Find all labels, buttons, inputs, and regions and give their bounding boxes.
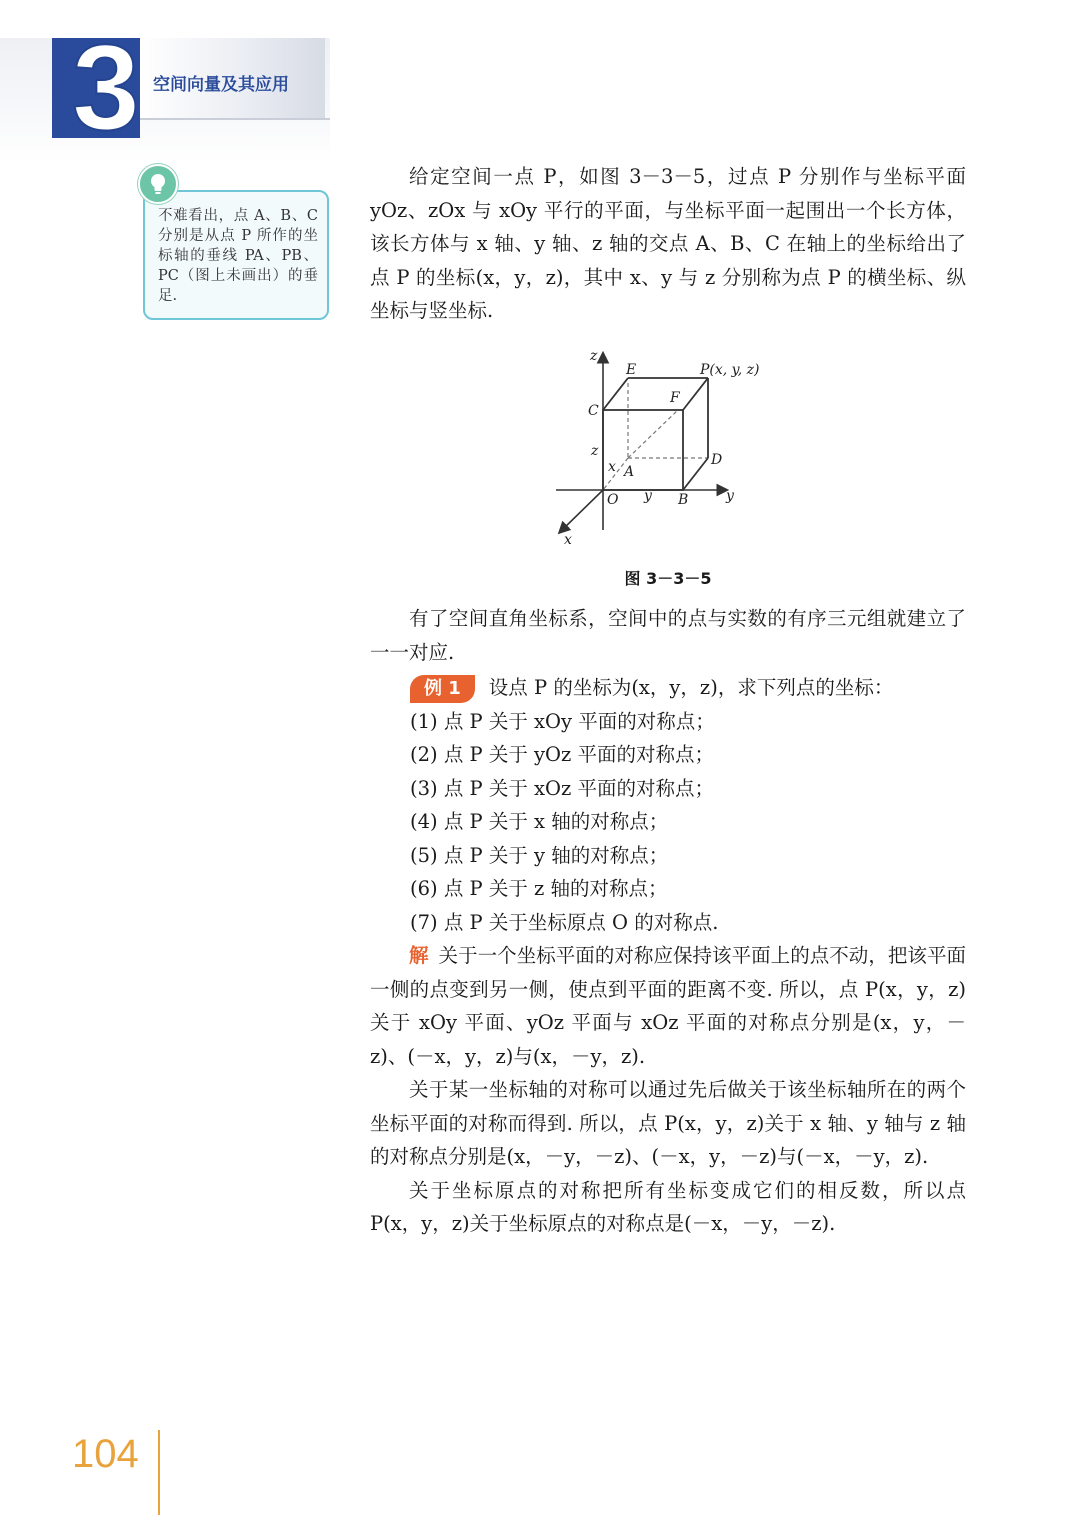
label-E: E xyxy=(626,362,637,378)
label-A: A xyxy=(624,464,635,480)
label-x-mark: x xyxy=(608,459,616,475)
page-number-rule xyxy=(158,1430,160,1515)
chapter-number: 3 xyxy=(72,19,140,155)
x-axis-line xyxy=(560,490,603,532)
label-F: F xyxy=(670,390,680,406)
solution-paragraph-1 xyxy=(370,939,966,1073)
solution-paragraph-2: 关于某一坐标轴的对称可以通过先后做关于该坐标轴所在的两个坐标平面的对称而得到. 所以，点 P(x，y，z)关于 x 轴、y 轴与 z 轴的对称点分别是(x，－y，－z)、(－x，y，－z)与(－x，－y，z). xyxy=(370,1078,966,1168)
lightbulb-icon xyxy=(138,164,178,204)
main-section xyxy=(370,602,966,1241)
solution-paragraph-3: 关于坐标原点的对称把所有坐标变成它们的相反数，所以点 P(x，y，z)关于坐标原点的对称点是(－x，－y，－z). xyxy=(370,1178,966,1235)
header-divider xyxy=(140,118,330,120)
example-item: (7) 点 P 关于坐标原点 O 的对称点. xyxy=(410,910,719,934)
coordinate-box-diagram xyxy=(548,348,788,548)
label-z-axis: z xyxy=(590,348,598,364)
example-item: (1) 点 P 关于 xOy 平面的对称点； xyxy=(410,709,715,733)
tip-text: 不难看出，点 A、B、C 分别是从点 P 所作的坐标轴的垂线 PA、PB、PC（图上未画出）的垂足. xyxy=(158,208,318,304)
label-P: P(x, y, z) xyxy=(700,362,760,378)
label-y-mark: y xyxy=(644,488,652,504)
label-z-mark: z xyxy=(591,443,599,459)
example-item: (2) 点 P 关于 yOz 平面的对称点； xyxy=(410,743,715,766)
example-item: (3) 点 P 关于 xOz 平面的对称点； xyxy=(410,776,714,800)
chapter-title: 空间向量及其应用 xyxy=(153,75,289,95)
example-badge: 例 1 xyxy=(410,675,475,703)
label-D: D xyxy=(711,452,723,468)
figure-caption: 图 3－3－5 xyxy=(624,569,712,588)
box-edges xyxy=(603,378,708,490)
label-B: B xyxy=(678,492,689,508)
example-item: (4) 点 P 关于 x 轴的对称点； xyxy=(410,810,669,833)
example-item: (6) 点 P 关于 z 轴的对称点； xyxy=(410,877,668,900)
label-O: O xyxy=(607,492,619,508)
example-prompt: 设点 P 的坐标为(x，y，z)，求下列点的坐标： xyxy=(488,676,894,699)
page-number: 104 xyxy=(72,1432,139,1476)
example-prompt-line xyxy=(370,671,966,705)
label-x-axis: x xyxy=(564,532,572,548)
intro-paragraph: 给定空间一点 P，如图 3－3－5，过点 P 分别作与坐标平面 yOz、zOx 与 xOy 平行的平面，与坐标平面一起围出一个长方体，该长方体与 x 轴、y 轴、z 轴的交点 A、B、C 在轴上的坐标给出了点 P 的坐标(x，y，z)，其中 x、y 与 z 分别称为点 P 的横坐标、纵坐标与竖坐标. xyxy=(370,165,966,322)
label-y-axis: y xyxy=(726,488,734,504)
chapter-header xyxy=(0,0,1080,170)
example-item: (5) 点 P 关于 y 轴的对称点； xyxy=(410,843,669,867)
correspondence-paragraph: 有了空间直角坐标系，空间中的点与实数的有序三元组就建立了一一对应. xyxy=(370,607,966,664)
solution-text-1: 关于一个坐标平面的对称应保持该平面上的点不动，把该平面一侧的点变到另一侧，使点到平面的距离不变. 所以，点 P(x，y，z)关于 xOy 平面、yOz 平面与 xOz 平面的对称点分别是(x，y，－z)、(－x，y，z)与(x，－y，z). xyxy=(370,944,966,1068)
solution-label: 解 xyxy=(409,944,429,967)
intro-section xyxy=(370,160,966,328)
figure-3-3-5 xyxy=(548,348,788,548)
label-C: C xyxy=(588,403,599,419)
